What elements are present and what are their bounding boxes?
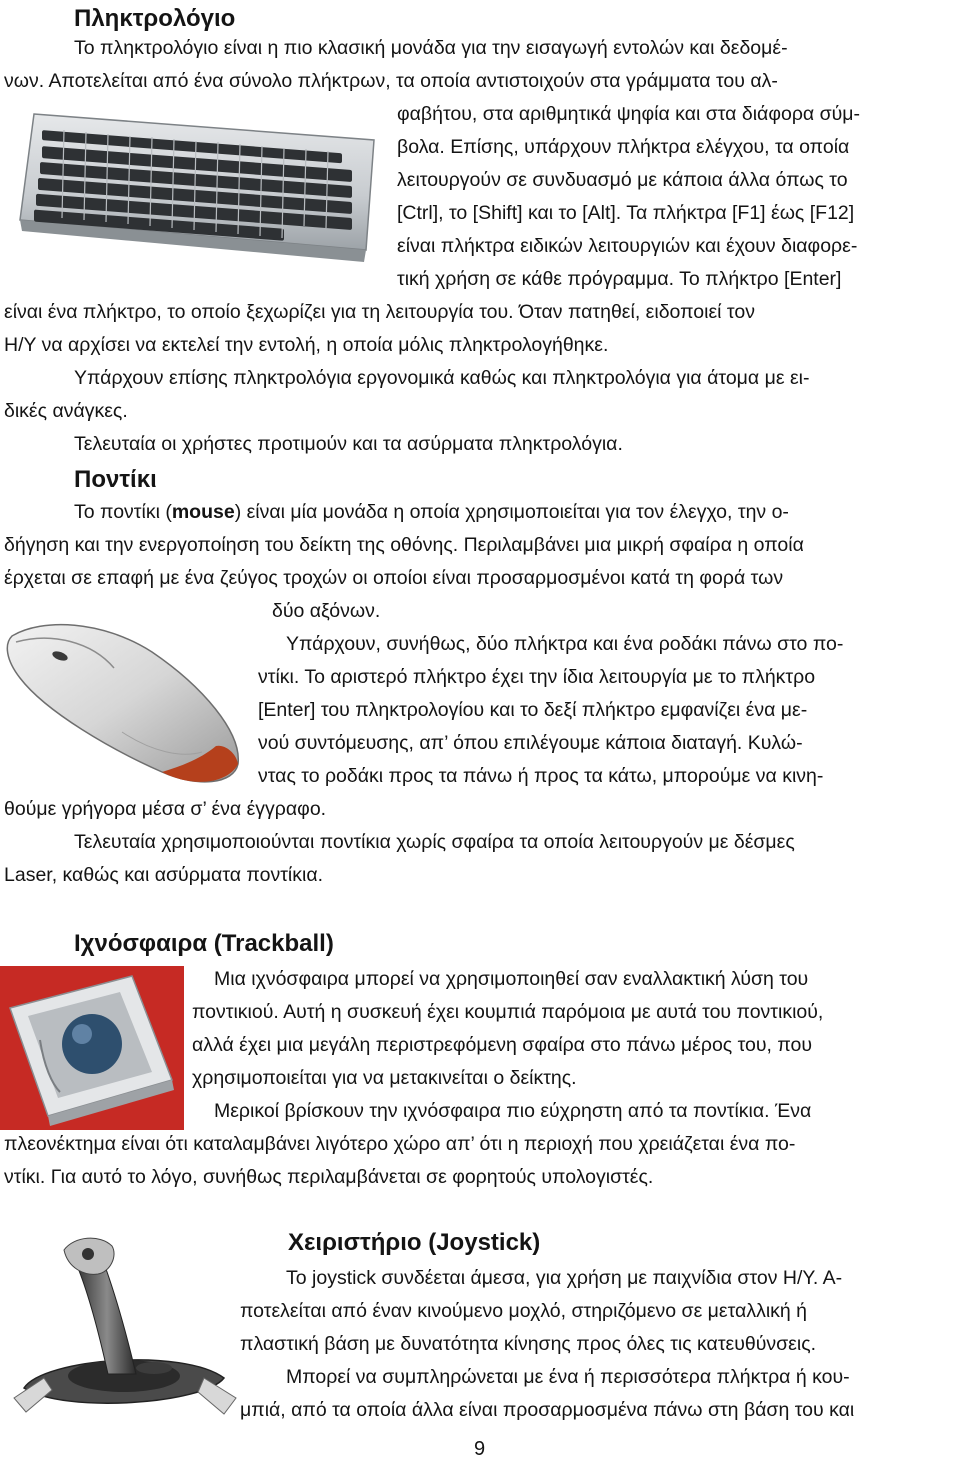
keyboard-photo <box>14 100 390 278</box>
paragraph-line: χρησιμοποιείται για να μετακινείται ο δείκτης. <box>192 1067 577 1089</box>
paragraph-line: Μπορεί να συμπληρώνεται με ένα ή περισσότερα πλήκτρα ή κου- <box>286 1366 850 1388</box>
paragraph-line: δικές ανάγκες. <box>4 400 128 422</box>
paragraph-line: φαβήτου, στα αριθμητικά ψηφία και στα διάφορα σύμ- <box>397 103 861 125</box>
mouse-photo <box>2 612 252 790</box>
paragraph-line: Υπάρχουν, συνήθως, δύο πλήκτρα και ένα ροδάκι πάνω στο πο- <box>286 633 844 655</box>
section-heading-keyboard: Πληκτρολόγιο <box>74 5 236 32</box>
paragraph-line: λειτουργούν σε συνδυασμό με κάποια άλλα όπως το <box>397 169 848 191</box>
paragraph-line: Μερικοί βρίσκουν την ιχνόσφαιρα πιο εύχρηστη από τα ποντίκια. Ένα <box>214 1100 812 1122</box>
paragraph-line: Laser, καθώς και ασύρματα ποντίκια. <box>4 864 324 886</box>
paragraph-line: βολα. Επίσης, υπάρχουν πλήκτρα ελέγχου, τα οποία <box>397 136 850 158</box>
paragraph-line: ντίκι. Για αυτό το λόγο, συνήθως περιλαμβάνεται σε φορητούς υπολογιστές. <box>4 1166 654 1188</box>
paragraph-line: αλλά έχει μια μεγάλη περιστρεφόμενη σφαίρα στο πάνω μέρος του, που <box>192 1034 813 1056</box>
paragraph-line: [Enter] του πληκτρολογίου και το δεξί πλήκτρο εμφανίζει ένα με- <box>258 699 808 721</box>
paragraph-line <box>74 496 789 529</box>
paragraph-line: πλαστική βάση με δυνατότητα κίνησης προς όλες τις κατευθύνσεις. <box>240 1333 817 1355</box>
paragraph-line: ποντικιού. Αυτή η συσκευή έχει κουμπιά παρόμοια με αυτά του ποντικιού, <box>192 1001 824 1023</box>
paragraph-line: ντας το ροδάκι προς τα πάνω ή προς τα κάτω, μπορούμε να κινη- <box>258 765 824 787</box>
section-heading-trackball: Ιχνόσφαιρα (Trackball) <box>74 930 334 957</box>
paragraph-line: θούμε γρήγορα μέσα σ’ ένα έγγραφο. <box>4 798 327 820</box>
paragraph-line: Υπάρχουν επίσης πληκτρολόγια εργονομικά καθώς και πληκτρολόγια για άτομα με ει- <box>74 367 810 389</box>
paragraph-line: Μια ιχνόσφαιρα μπορεί να χρησιμοποιηθεί σαν εναλλακτική λύση του <box>214 968 809 990</box>
paragraph-line: νων. Αποτελείται από ένα σύνολο πλήκτρων, τα οποία αντιστοιχούν στα γράμματα του αλ- <box>4 70 778 92</box>
paragraph-line: είναι ένα πλήκτρο, το οποίο ξεχωρίζει για τη λειτουργία του. Όταν πατηθεί, ειδοποιεί τον <box>4 301 755 323</box>
paragraph-line: μπιά, από τα οποία άλλα είναι προσαρμοσμένα πάνω στη βάση του και <box>240 1399 855 1421</box>
paragraph-line: Η/Υ να αρχίσει να εκτελεί την εντολή, η οποία μόλις πληκτρολογήθηκε. <box>4 334 609 356</box>
mouse-intro-rest: ) είναι μία μονάδα η οποία χρησιμοποιείται για τον έλεγχο, την ο- <box>234 501 789 523</box>
paragraph-line: έρχεται σε επαφή με ένα ζεύγος τροχών οι οποίοι είναι προσαρμοσμένοι κατά τη φορά των <box>4 567 784 589</box>
mouse-term: mouse <box>171 501 235 523</box>
section-heading-joystick: Χειριστήριο (Joystick) <box>288 1229 541 1256</box>
paragraph-line: πλεονέκτημα είναι ότι καταλαμβάνει λιγότερο χώρο απ’ ότι η περιοχή που χρειάζεται ένα πο- <box>4 1133 796 1155</box>
paragraph-line: [Ctrl], το [Shift] και το [Alt]. Τα πλήκτρα [F1] έως [F12] <box>397 202 855 224</box>
paragraph-line: δύο αξόνων. <box>272 600 381 622</box>
paragraph-line: Τελευταία χρησιμοποιούνται ποντίκια χωρίς σφαίρα τα οποία λειτουργούν με δέσμες <box>74 831 795 853</box>
trackball-photo <box>0 966 184 1130</box>
paragraph-line: τική χρήση σε κάθε πρόγραμμα. Το πλήκτρο [Enter] <box>397 268 842 290</box>
mouse-intro-text: Το ποντίκι ( <box>74 501 172 523</box>
page-number: 9 <box>474 1438 486 1460</box>
section-heading-mouse: Ποντίκι <box>74 466 157 493</box>
paragraph-line: ποτελείται από έναν κινούμενο μοχλό, στηριζόμενο σε μεταλλική ή <box>240 1300 808 1322</box>
paragraph-line: είναι πλήκτρα ειδικών λειτουργιών και έχουν διαφορε- <box>397 235 858 257</box>
paragraph-line: Τελευταία οι χρήστες προτιμούν και τα ασύρματα πληκτρολόγια. <box>74 433 623 455</box>
paragraph-line: Το joystick συνδέεται άμεσα, για χρήση με παιχνίδια στον Η/Υ. Α- <box>286 1267 843 1289</box>
paragraph-line: δήγηση και την ενεργοποίηση του δείκτη της οθόνης. Περιλαμβάνει μια μικρή σφαίρα η οποία <box>4 534 804 556</box>
paragraph-line: ντίκι. Το αριστερό πλήκτρο έχει την ίδια λειτουργία με το πλήκτρο <box>258 666 816 688</box>
paragraph-line: Το πληκτρολόγιο είναι η πιο κλασική μονάδα για την εισαγωγή εντολών και δεδομέ- <box>74 37 788 59</box>
joystick-photo <box>4 1228 240 1418</box>
paragraph-line: νού συντόμευσης, απ’ όπου επιλέγουμε κάποια διαταγή. Κυλώ- <box>258 732 803 754</box>
